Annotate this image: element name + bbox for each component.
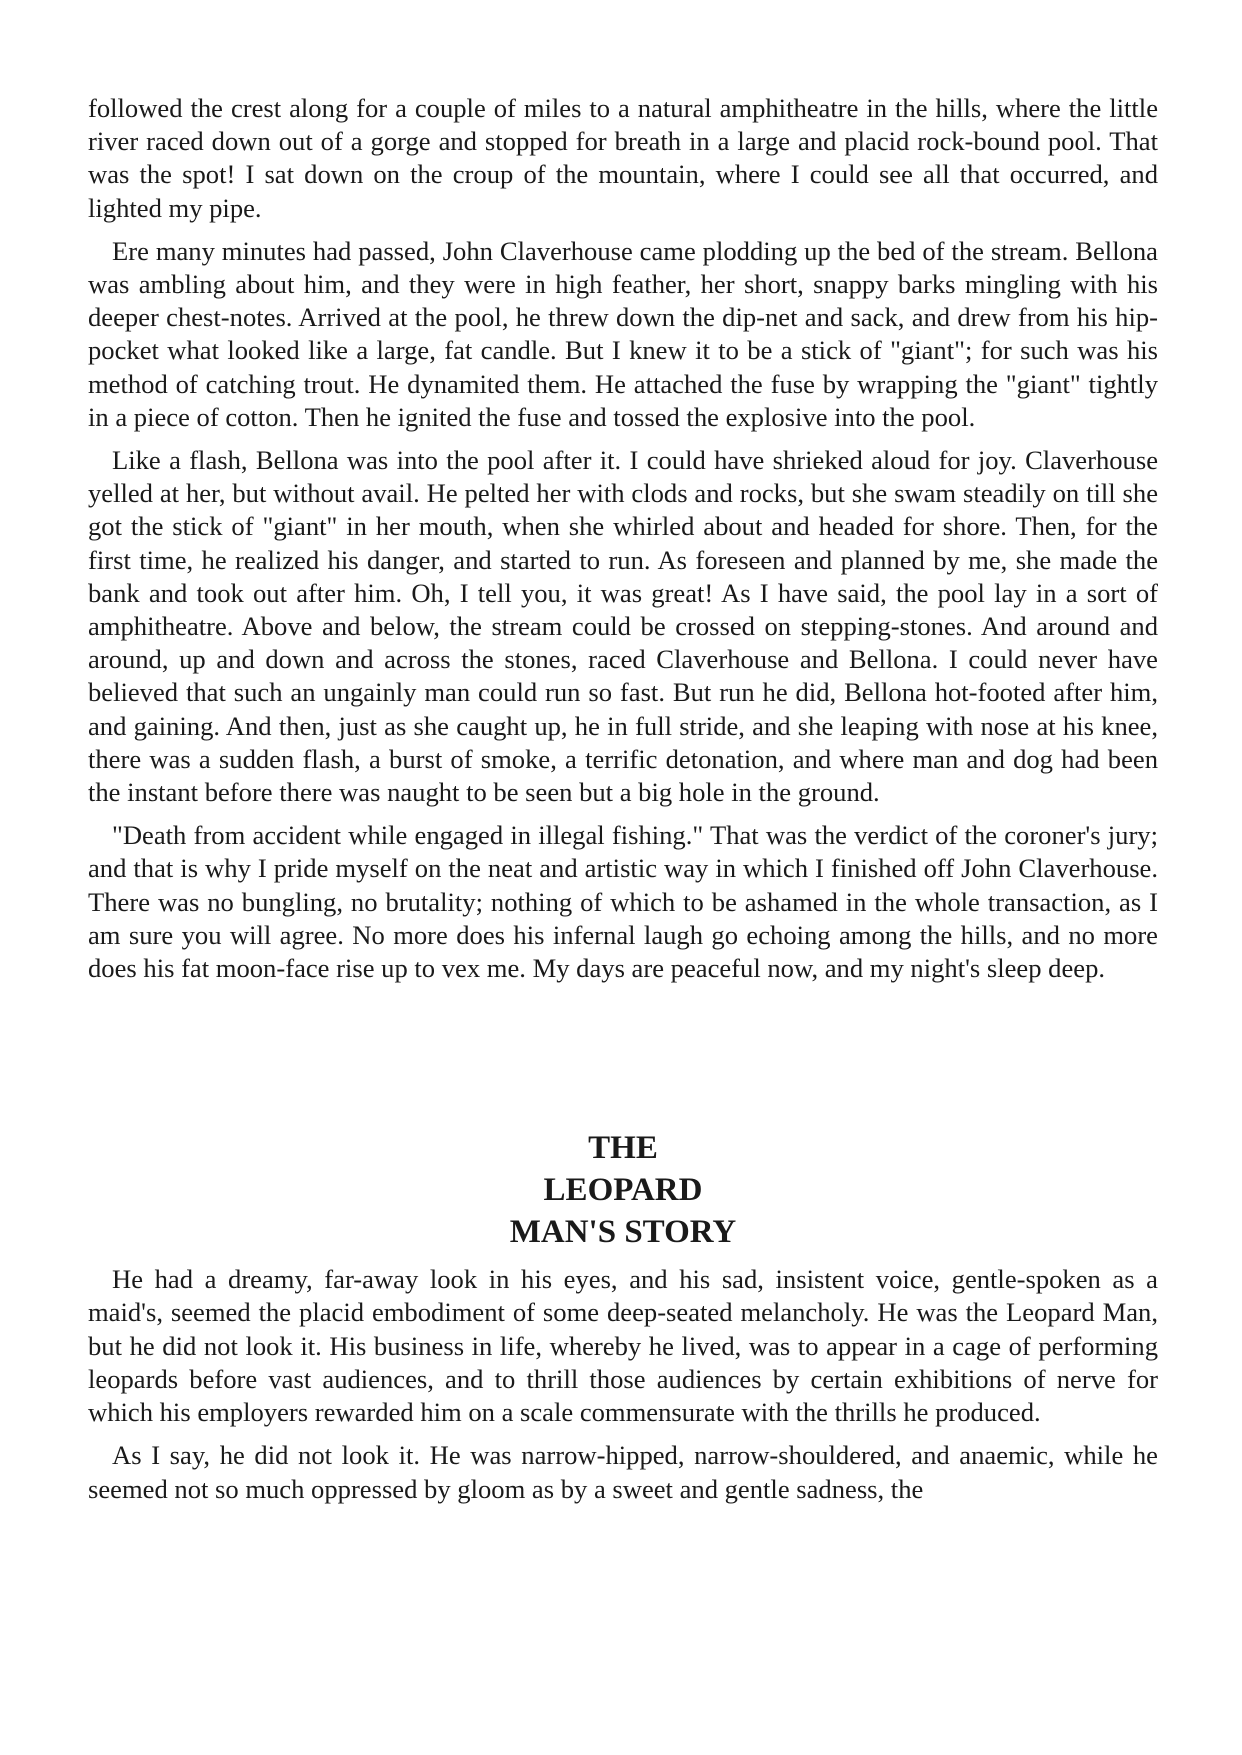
paragraph-leopard-man-description: As I say, he did not look it. He was narrow-hipped, narrow-shouldered, and anaemic, while he seemed not so much oppressed by gloom as by a sweet and gentle sadness, the <box>88 1440 1158 1504</box>
book-page <box>88 92 1158 1516</box>
story-title-line: THE <box>588 1130 658 1167</box>
story-title <box>88 1127 1158 1253</box>
story-title-line: LEOPARD <box>543 1172 703 1209</box>
paragraph-verdict: "Death from accident while engaged in illegal fishing." That was the verdict of the coroner's jury; and that is why I pride myself on the neat and artistic way in which I finished off John Claverhouse. There was no bungling, no brutality; nothing of which to be ashamed in the whole transaction, as I am sure you will agree. No more does his infernal laugh go echoing among the hills, and no more does his fat moon-face rise up to vex me. My days are peaceful now, and my night's sleep deep. <box>88 820 1158 984</box>
paragraph-leopard-man-intro: He had a dreamy, far-away look in his eyes, and his sad, insistent voice, gentle-spoken as a maid's, seemed the placid embodiment of some deep-seated melancholy. He was the Leopard Man, but he did not look it. His business in life, whereby he lived, was to appear in a cage of performing leopards before vast audiences, and to thrill those audiences by certain exhibitions of nerve for which his employers rewarded him on a scale commensurate with the thrills he produced. <box>88 1264 1158 1428</box>
story-title-line: MAN'S STORY <box>509 1214 737 1251</box>
paragraph-bellona-chase: Like a flash, Bellona was into the pool after it. I could have shrieked aloud for joy. Claverhouse yelled at her, but without avail. He pelted her with clods and rocks, but she swam steadily on till she got the stick of "giant" in her mouth, when she whirled about and headed for shore. Then, for the first time, he realized his danger, and started to run. As foreseen and planned by me, she made the bank and took out after him. Oh, I tell you, it was great! As I have said, the pool lay in a sort of amphitheatre. Above and below, the stream could be crossed on stepping-stones. And around and around, up and down and across the stones, raced Claverhouse and Bellona. I could never have believed that such an ungainly man could run so fast. But run he did, Bellona hot-footed after him, and gaining. And then, just as she caught up, he in full stride, and she leaping with nose at his knee, there was a sudden flash, a burst of smoke, a terrific detonation, and where man and dog had been the instant before there was naught to be seen but a big hole in the ground. <box>88 445 1158 808</box>
paragraph-claverhouse-arrives: Ere many minutes had passed, John Claverhouse came plodding up the bed of the stream. Bellona was ambling about him, and they were in high feather, her short, snappy barks mingling with his deeper chest-notes. Arrived at the pool, he threw down the dip-net and sack, and drew from his hip-pocket what looked like a large, fat candle. But I knew it to be a stick of "giant"; for such was his method of catching trout. He dynamited them. He attached the fuse by wrapping the "giant" tightly in a piece of cotton. Then he ignited the fuse and tossed the explosive into the pool. <box>88 235 1158 432</box>
paragraph-continued: followed the crest along for a couple of miles to a natural amphitheatre in the hills, where the little river raced down out of a gorge and stopped for breath in a large and placid rock-bound pool. That was the spot! I sat down on the croup of the mountain, where I could see all that occurred, and lighted my pipe. <box>88 93 1158 223</box>
